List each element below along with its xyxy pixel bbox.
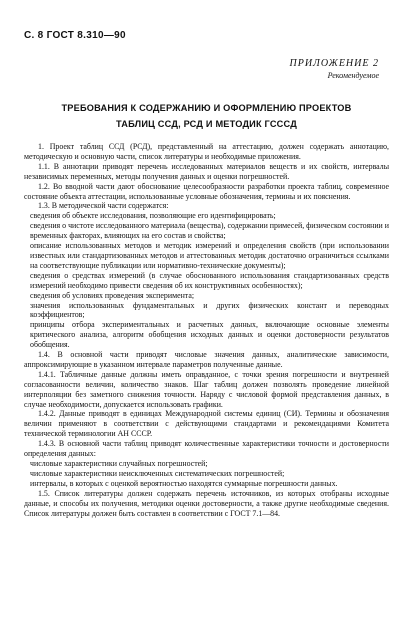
list-item: сведения об объекте исследования, позволяющие его идентифицировать; bbox=[30, 211, 276, 221]
running-head: С. 8 ГОСТ 8.310—90 bbox=[24, 30, 126, 41]
paragraph-1-4-3: 1.4.3. В основной части таблиц приводят количественные характеристики точности и достоверности определения данных: bbox=[24, 439, 389, 459]
body-text bbox=[24, 142, 389, 518]
list-item: числовые характеристики неисключенных систематических погрешностей; bbox=[30, 468, 285, 478]
document-title bbox=[30, 100, 383, 132]
paragraph-1-3: 1.3. В методической части содержатся: bbox=[38, 201, 169, 211]
paragraph-1-5: 1.5. Список литературы должен содержать перечень источников, из которых отобраны исходные данные, и способы их получения, методики оценки достоверности, а также другие необходимые сведения. Список литературы должен быть составлен в соответствии с ГОСТ 7.1—84. bbox=[24, 488, 389, 518]
appendix-note: Рекомендуемое bbox=[327, 71, 379, 80]
list-item: принципы отбора экспериментальных и расчетных данных, включающие основные элементы критического анализа, алгоритм обобщения исходных данных и оценки достоверности результатов обобщения. bbox=[30, 320, 389, 350]
list-item: сведения о чистоте исследованного материала (вещества), содержании примесей, физическом состоянии и временных факторах, влияющих на его состав и свойства; bbox=[30, 221, 389, 241]
list-item: значения использованных фундаментальных и других физических констант и переводных коэффициентов; bbox=[30, 300, 389, 320]
paragraph-1-4-1: 1.4.1. Табличные данные должны иметь оправданное, с точки зрения погрешности и внутренней согласованности величин, количество знаков. Шаг таблиц должен позволять проведение линейной интерполяции без заметного снижения точности. Наряду с числовой формой представления данных, в случае необходимости, допускается использовать графики. bbox=[24, 369, 389, 409]
paragraph-1-4-2: 1.4.2. Данные приводят в единицах Международной системы единиц (СИ). Термины и обозначения величин применяют в соответствии с действующими стандартами и рекомендациями Комитета технической терминологии АН СССР. bbox=[24, 409, 389, 439]
list-item: сведения об условиях проведения эксперимента; bbox=[30, 290, 195, 300]
appendix-label-block bbox=[290, 58, 380, 80]
list-item: числовые характеристики случайных погрешностей; bbox=[30, 459, 208, 468]
paragraph-1-1: 1.1. В аннотации приводят перечень исследованных материалов веществ и их свойств, интервалы независимых переменных, методы получения данных и оценки погрешностей. bbox=[24, 161, 389, 181]
paragraph-1: 1. Проект таблиц ССД (РСД), представленный на аттестацию, должен содержать аннотацию, методическую и основную части, список литературы и необходимые приложения. bbox=[24, 142, 389, 161]
list-item: сведения о средствах измерений (в случае обоснованного использования стандартизованных средств измерений необходимо привести сведения об их конструктивных особенностях); bbox=[30, 270, 389, 290]
list-item: описание использованных методов и методик измерений и определения свойств (при использовании известных или стандартизованных методов и аттестованных методик достаточно ограничиться ссылками на соответствующие публикации или нормативно-технические документы); bbox=[30, 241, 389, 270]
title-line-1: ТРЕБОВАНИЯ К СОДЕРЖАНИЮ И ОФОРМЛЕНИЮ ПРОЕКТОВ bbox=[61, 103, 352, 113]
paragraph-1-4: 1.4. В основной части приводят числовые значения данных, аналитические зависимости, аппроксимирующие в указанном интервале параметров полученные данные. bbox=[24, 350, 389, 369]
title-line-2: ТАБЛИЦ ССД, РСД И МЕТОДИК ГСССД bbox=[116, 119, 297, 129]
appendix-label: ПРИЛОЖЕНИЕ 2 bbox=[289, 58, 379, 69]
paragraph-1-2: 1.2. Во вводной части дают обоснование целесообразности разработки проекта таблиц, современное состояние объекта аттестации, использованные условные обозначения, термины и их пояснения. bbox=[24, 181, 389, 201]
list-item: интервалы, в которых с оценкой вероятностью находятся суммарные погрешности данных. bbox=[30, 478, 338, 488]
